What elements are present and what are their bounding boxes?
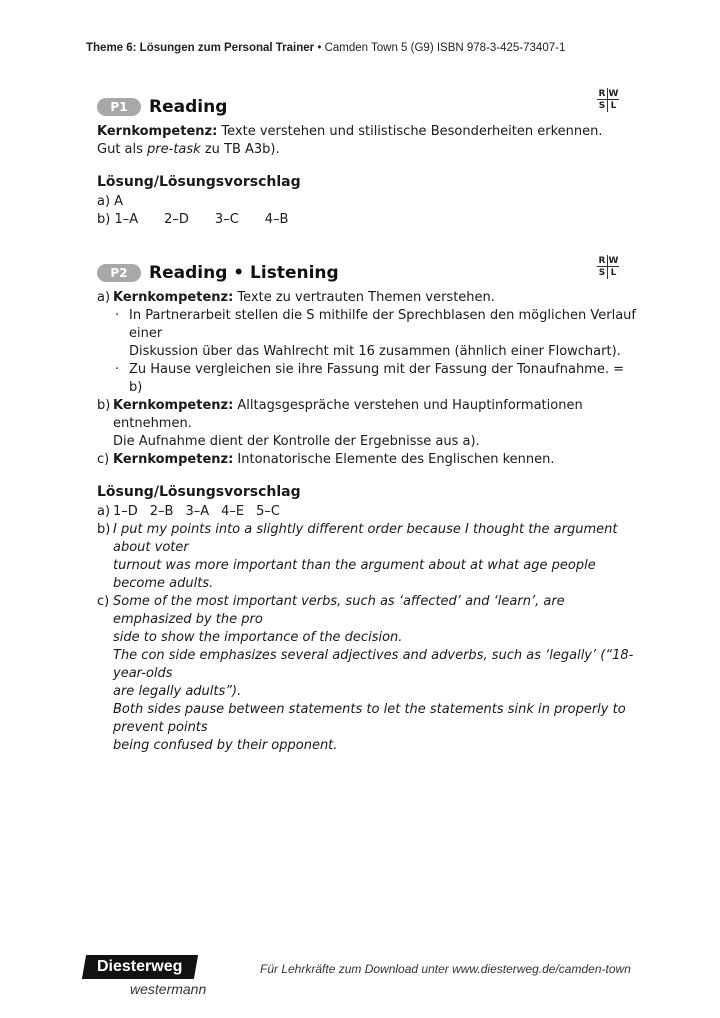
p2-solution-c-line-2: side to show the importance of the decision. <box>113 630 403 645</box>
p2-solution-b-line-2: turnout was more important than the argument about at what age people become adults. <box>113 558 596 591</box>
logo-sub-text: westermann <box>130 981 207 997</box>
p2-bullet-2-text: Zu Hause vergleichen sie ihre Fassung mit der Fassung der Tonaufnahme. = b) <box>129 362 625 395</box>
bullet-mark: · <box>115 362 120 377</box>
logo-main-text: Diesterweg <box>97 958 183 975</box>
p1-note-post: zu TB A3b). <box>200 142 280 157</box>
page-header <box>86 42 565 54</box>
p1-answer-b-item: 4–B <box>264 212 289 227</box>
p1-kompetenz <box>97 123 637 141</box>
p2-c-komp-label: Kernkompetenz: <box>113 452 234 467</box>
p2-a-komp-text: Texte zu vertrauten Themen verstehen. <box>233 290 495 305</box>
p2-solution-b-line-1: I put my points into a slightly different order because I thought the argument about voter <box>113 522 618 555</box>
p2-heading <box>97 261 637 285</box>
p2-b-line-2: Die Aufnahme dient der Kontrolle der Ergebnisse aus a). <box>113 434 480 449</box>
header-separator: • <box>314 42 325 54</box>
p2-solution-c <box>97 593 637 755</box>
p2-solution-c-line-4: are legally adults”). <box>113 684 242 699</box>
p2-bullet-1-line-1: In Partnerarbeit stellen die S mithilfe der Sprechblasen den möglichen Verlauf einer <box>129 308 636 341</box>
p2-solution-a-item: 2–B <box>149 504 174 519</box>
p2-solution-a-item: 5–C <box>256 504 281 519</box>
p2-item-a <box>97 289 637 307</box>
p2-a-label: a) <box>97 290 111 305</box>
p2-a-komp-label: Kernkompetenz: <box>113 290 234 305</box>
p2-solution-a-item: 3–A <box>185 504 210 519</box>
p2-b-label: b) <box>97 398 111 413</box>
p2-solution-c-line-3: The con side emphasizes several adjectives and adverbs, such as ‘legally’ (“18-year-olds <box>113 648 634 681</box>
p1-note-em: pre-task <box>147 142 201 157</box>
header-isbn: Camden Town 5 (G9) ISBN 978-3-425-73407-1 <box>324 42 566 54</box>
p2-bullet-1 <box>97 307 637 361</box>
p2-item-c <box>97 451 637 469</box>
skill-s: S <box>597 100 608 112</box>
p2-solution-c-line-6: being confused by their opponent. <box>113 738 338 753</box>
skill-w: W <box>608 256 619 266</box>
skill-r: R <box>597 255 608 267</box>
p1-answer-b-item: 1–A <box>114 212 139 227</box>
p2-c-label: c) <box>97 452 110 467</box>
skill-l: L <box>610 268 617 278</box>
skill-s: S <box>597 267 608 279</box>
p2-solution-c-line-5: Both sides pause between statements to let the statements sink in properly to prevent points <box>113 702 626 735</box>
skill-r: R <box>597 88 608 100</box>
p1-note-pre: Gut als <box>97 142 148 157</box>
p1-loesung-heading: Lösung/Lösungsvorschlag <box>97 174 301 190</box>
bullet-mark: · <box>115 308 120 323</box>
p2-solution-a-item: 1–D <box>113 504 138 519</box>
skill-l: L <box>610 101 617 111</box>
p1-note <box>97 141 637 159</box>
p2-bullet-1-line-2: Diskussion über das Wahlrecht mit 16 zusammen (ähnlich einer Flowchart). <box>129 344 621 359</box>
p2-solution-b <box>97 521 637 593</box>
p2-solution-c-label: c) <box>97 594 110 609</box>
p2-loesung-heading: Lösung/Lösungsvorschlag <box>97 484 301 500</box>
section-p2 <box>97 261 637 755</box>
p2-b-komp-text: Alltagsgespräche verstehen und Hauptinformationen entnehmen. <box>113 398 583 431</box>
p2-solution-a-label: a) <box>97 504 111 519</box>
p2-bullet-2 <box>97 361 637 397</box>
p1-title: Reading <box>149 97 228 117</box>
p2-b-komp-label: Kernkompetenz: <box>113 398 234 413</box>
logo-main-box <box>82 955 198 979</box>
p2-badge: P2 <box>97 264 141 282</box>
p2-item-b <box>97 397 637 451</box>
p1-komp-label: Kernkompetenz: <box>97 124 218 139</box>
p1-komp-text: Texte verstehen und stilistische Besonderheiten erkennen. <box>217 124 603 139</box>
header-title: Theme 6: Lösungen zum Personal Trainer <box>86 42 315 54</box>
section-p1 <box>97 95 637 229</box>
p1-answer-a: a) A <box>97 194 124 209</box>
p2-title: Reading • Listening <box>149 263 339 283</box>
publisher-logo <box>84 955 214 1001</box>
p2-solution-c-line-1: Some of the most important verbs, such as ‘affected’ and ‘learn’, are emphasized by the pro <box>113 594 565 627</box>
p1-answer-b <box>97 211 637 229</box>
p1-answer-b-item: 3–C <box>214 212 239 227</box>
p1-badge: P1 <box>97 98 141 116</box>
p2-solution-a <box>97 503 637 521</box>
footer-download-note: Für Lehrkräfte zum Download unter www.diesterweg.de/camden-town <box>260 962 631 976</box>
p2-c-komp-text: Intonatorische Elemente des Englischen kennen. <box>233 452 555 467</box>
p1-answer-b-label: b) <box>97 212 111 227</box>
p1-answer-b-item: 2–D <box>164 212 189 227</box>
p1-heading <box>97 95 637 119</box>
p2-solution-b-label: b) <box>97 522 111 537</box>
skill-w: W <box>608 89 619 99</box>
p2-solution-a-item: 4–E <box>221 504 245 519</box>
